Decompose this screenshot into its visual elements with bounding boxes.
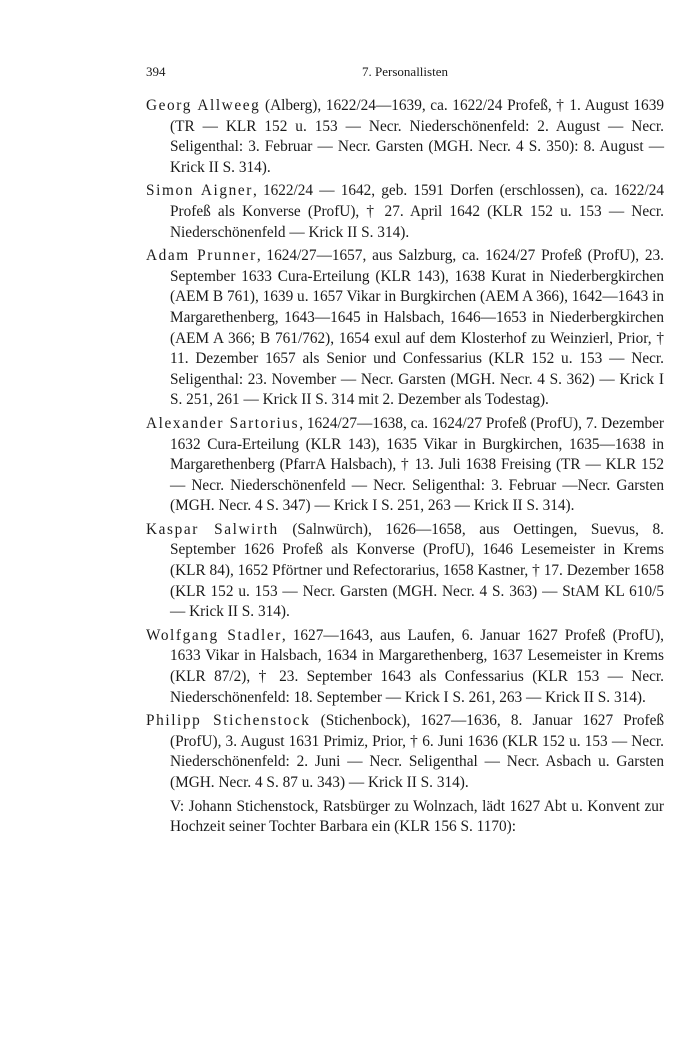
entry-allweeg: [146, 96, 664, 178]
entry-stichenstock: [146, 711, 664, 793]
entry-name: Alexander Sartorius: [146, 414, 300, 432]
entry-text: (Stichenbock), 1627—1636, 8. Januar 1627 Profeß (ProfU), 3. August 1631 Primiz, Prior, † 6. Juni 1636 (KLR 152 u. 153 — Necr. Niederschönenfeld: 2. Juni — Necr. Seligenthal — Necr. Asbach u. Garsten (MGH. Necr. 4 S. 87 u. 343) — Krick II S. 314).: [170, 712, 665, 791]
running-head: 7. Personallisten: [362, 64, 448, 79]
entry-sartorius: [146, 414, 664, 517]
entry-prunner: [146, 246, 664, 411]
entry-list: [146, 96, 664, 838]
entry-text: , 1622/24 — 1642, geb. 1591 Dorfen (erschlossen), ca. 1622/24 Profeß als Konverse (ProfU), † 27. April 1642 (KLR 152 u. 153 — Necr. Niederschönenfeld — Krick II S. 314).: [170, 182, 664, 241]
entry-text: (Salnwürch), 1626—1658, aus Oettingen, Suevus, 8. September 1626 Profeß als Konverse (ProfU), 1646 Lesemeister in Krems (KLR 84), 1652 Pförtner und Refectorarius, 1658 Kastner, † 17. Dezember 1658 (KLR 152 u. 153 — Necr. Garsten (MGH. Necr. 4 S. 363) — StAM KL 610/5 — Krick II S. 314).: [170, 520, 665, 621]
entry-salwirth: [146, 520, 664, 623]
entry-stadler: [146, 626, 664, 708]
entry-text: , 1624/27—1657, aus Salzburg, ca. 1624/27 Profeß (ProfU), 23. September 1633 Cura-Erteilung (KLR 143), 1638 Kurat in Niederbergkirchen (AEM B 761), 1639 u. 1657 Vikar in Burgkirchen (AEM A 366), 1642—1643 in Margarethenberg, 1643—1645 in Halsbach, 1646—1653 in Niederbergkirchen (AEM A 366; B 761/762), 1654 exul auf dem Klosterhof zu Weinzierl, Prior, † 11. Dezember 1657 als Senior und Confessarius (KLR 152 u. 153 — Necr. Seligenthal: 23. November — Necr. Garsten (MGH. Necr. 4 S. 362) — Krick I S. 251, 261 — Krick II S. 314 mit 2. Dezember als Todestag).: [170, 247, 664, 409]
entry-name: Wolfgang Stadler: [146, 626, 282, 644]
entry-name: Philipp Stichenstock: [146, 712, 311, 730]
entry-stichenstock-note: V: Johann Stichenstock, Ratsbürger zu Wolnzach, lädt 1627 Abt u. Konvent zur Hochzeit seiner Tochter Barbara ein (KLR 156 S. 1170):: [170, 797, 664, 836]
entry-text: (Alberg), 1622/24—1639, ca. 1622/24 Profeß, † 1. August 1639 (TR — KLR 152 u. 153 — Necr. Niederschönenfeld: 2. August — Necr. Seligenthal: 3. Februar — Necr. Garsten (MGH. Necr. 4 S. 350): 8. August — Krick II S. 314).: [170, 97, 665, 176]
page-number: 394: [146, 64, 166, 79]
entry-text: , 1624/27—1638, ca. 1624/27 Profeß (ProfU), 7. Dezember 1632 Cura-Erteilung (KLR 143), 1635 Vikar in Burgkirchen, 1635—1638 in Margarethenberg (PfarrA Halsbach), † 13. Juli 1638 Freising (TR — KLR 152 — Necr. Niederschönenfeld — Necr. Seligenthal: 3. Februar —Necr. Garsten (MGH. Necr. 4 S. 347) — Krick I S. 251, 263 — Krick II S. 314).: [170, 414, 665, 515]
entry-name: Kaspar Salwirth: [146, 520, 279, 538]
entry-text: , 1627—1643, aus Laufen, 6. Januar 1627 Profeß (ProfU), 1633 Vikar in Halsbach, 1634 in Margarethenberg, 1637 Lesemeister in Krems (KLR 87/2), † 23. September 1643 als Confessarius (KLR 153 — Necr. Niederschönenfeld: 18. September — Krick I S. 261, 263 — Krick II S. 314).: [170, 626, 664, 706]
entry-name: Georg Allweeg: [146, 97, 261, 114]
entry-aigner: [146, 181, 664, 243]
page-header: [146, 64, 664, 84]
entry-name: Adam Prunner: [146, 247, 257, 265]
entry-name: Simon Aigner: [146, 182, 253, 200]
